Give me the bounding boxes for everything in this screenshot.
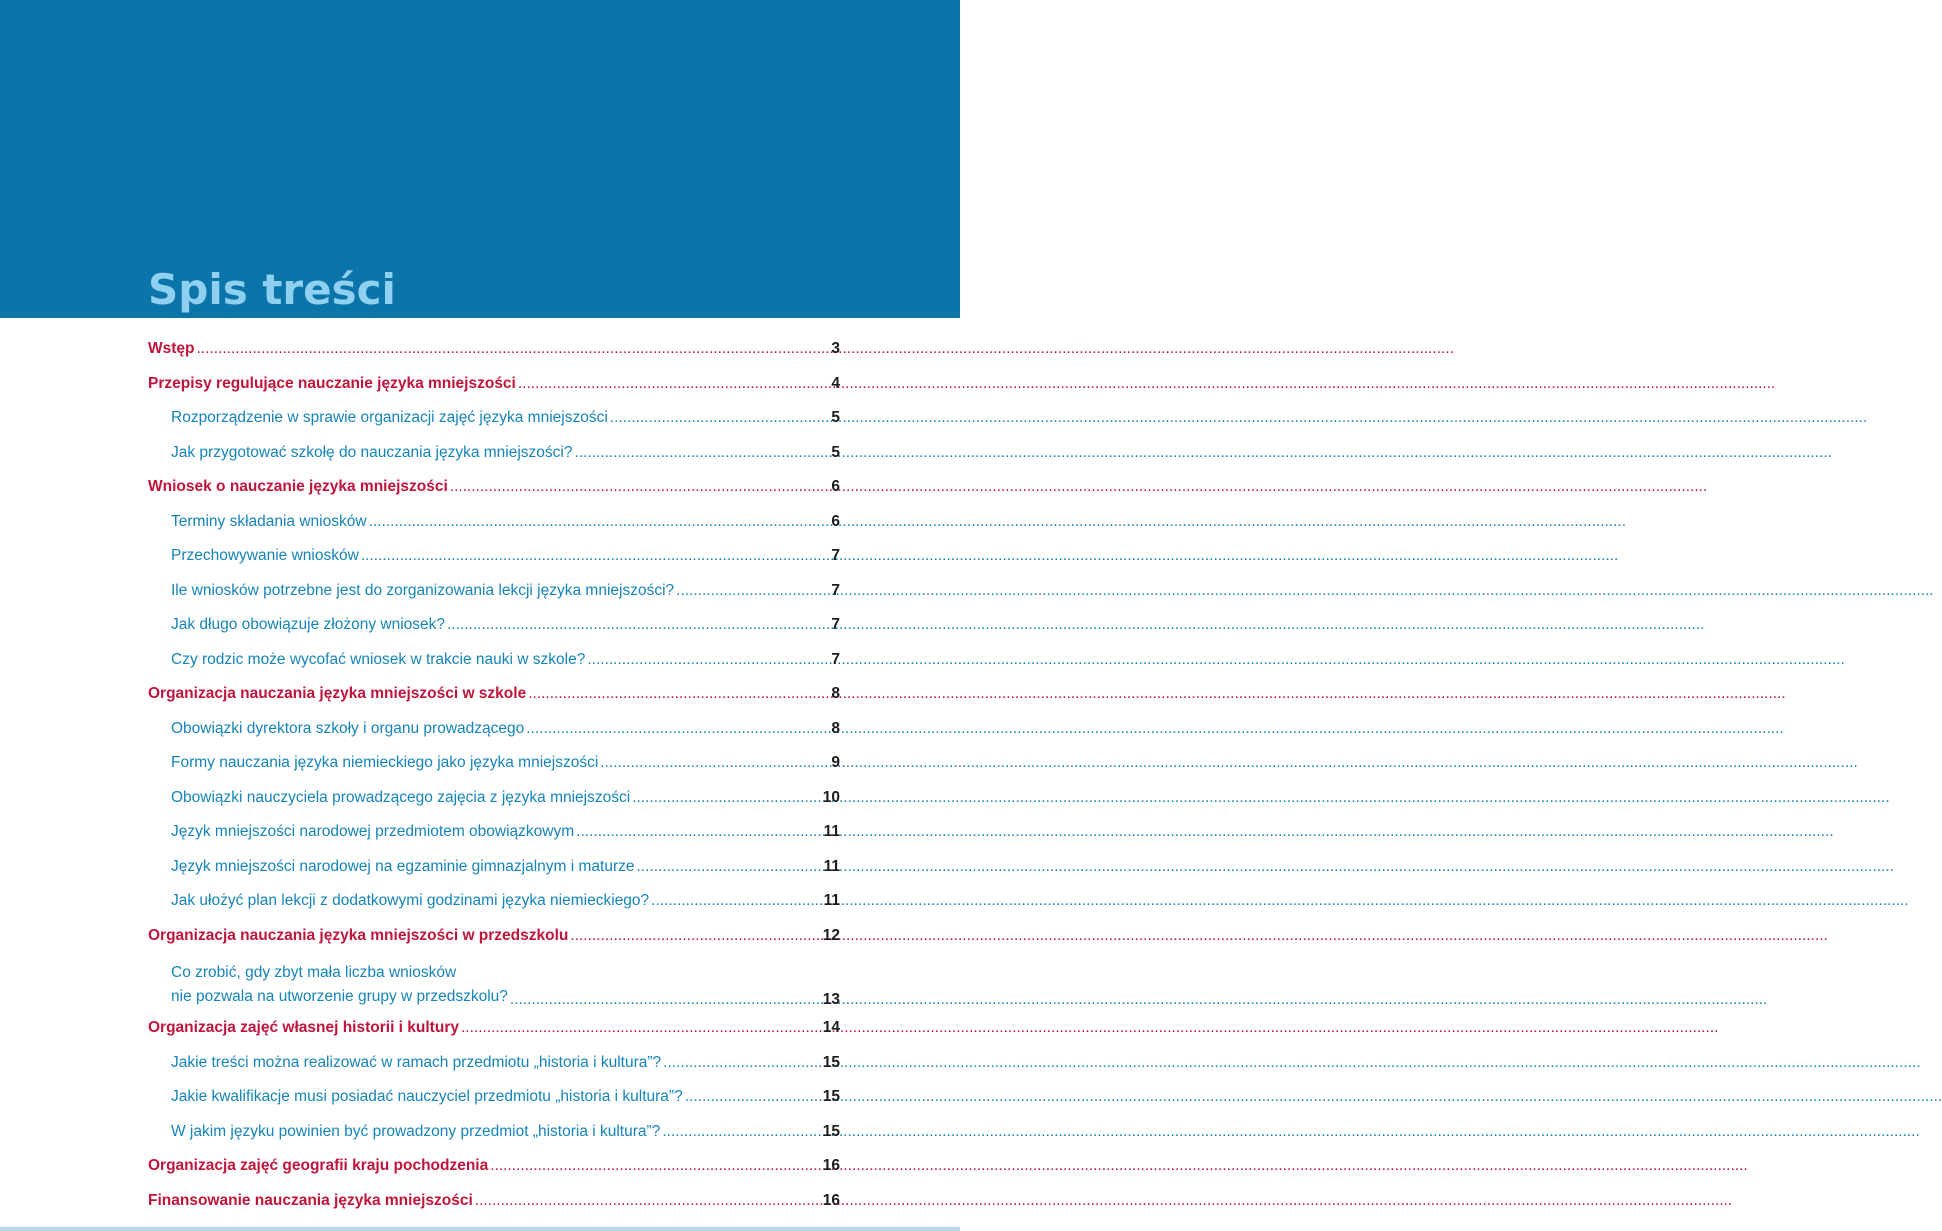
toc-entry-page-number: 6 xyxy=(831,512,840,530)
dot-leader xyxy=(450,478,828,496)
toc-entry-page-number: 5 xyxy=(831,443,840,461)
toc-entry-label: Formy nauczania języka niemieckiego jako języka mniejszości xyxy=(171,754,599,771)
toc-entry[interactable] xyxy=(148,478,840,513)
toc-entry-label: Rozporządzenie w sprawie organizacji zajęć języka mniejszości xyxy=(171,409,608,426)
toc-entry-label: Organizacja nauczania języka mniejszości w szkole xyxy=(148,685,527,702)
toc-entry-label: Wniosek o nauczanie języka mniejszości xyxy=(148,478,448,495)
toc-entry-label: Czy rodzic może wycofać wniosek w trakcie nauki w szkole? xyxy=(171,650,586,668)
bottom-rule xyxy=(0,1227,960,1231)
toc-entry-page-number: 12 xyxy=(822,926,840,944)
toc-entry[interactable] xyxy=(148,444,840,479)
toc-entry-label xyxy=(171,961,508,1009)
toc-entry-label: Wstęp xyxy=(148,340,195,357)
toc-entry-label: Ile wniosków potrzebne jest do zorganizowania lekcji języka mniejszości? xyxy=(171,581,675,599)
toc-entry-label: Przepisy regulujące nauczanie języka mniejszości xyxy=(148,374,516,392)
toc-entry-page-number: 8 xyxy=(831,719,840,737)
dot-leader xyxy=(676,582,828,600)
toc-entry-page-number: 16 xyxy=(822,1191,840,1209)
toc-entry[interactable] xyxy=(148,582,840,617)
toc-entry-label: Obowiązki dyrektora szkoły i organu prowadzącego xyxy=(171,719,525,737)
toc-entry-page-number: 11 xyxy=(823,892,840,909)
toc-entry-label: Organizacja zajęć geografii kraju pochodzenia xyxy=(148,1157,489,1174)
dot-leader xyxy=(361,547,828,565)
toc-entry-page-number: 11 xyxy=(823,857,840,875)
toc-entry[interactable] xyxy=(148,616,840,651)
toc-entry[interactable] xyxy=(148,754,840,789)
toc-entry[interactable] xyxy=(148,375,840,410)
toc-entry[interactable] xyxy=(148,858,840,893)
table-of-contents xyxy=(148,340,840,1226)
toc-entry[interactable] xyxy=(148,961,840,1019)
toc-entry-label: Jak długo obowiązuje złożony wniosek? xyxy=(171,616,445,633)
toc-entry-page-number: 14 xyxy=(822,1019,840,1036)
toc-entry[interactable] xyxy=(148,823,840,858)
toc-entry[interactable] xyxy=(148,651,840,686)
dot-leader xyxy=(663,1054,821,1072)
header-band xyxy=(0,0,960,318)
dot-leader xyxy=(632,789,821,807)
toc-entry-page-number: 9 xyxy=(831,754,840,771)
toc-entry-page-number: 7 xyxy=(831,581,840,599)
dot-leader xyxy=(447,616,828,634)
dot-leader xyxy=(636,858,821,876)
toc-entry-label-line: Co zrobić, gdy zbyt mała liczba wniosków xyxy=(171,964,457,981)
toc-entry-label: Jakie kwalifikacje musi posiadać nauczyciel przedmiotu „historia i kultura”? xyxy=(171,1088,683,1105)
dot-leader xyxy=(197,340,829,358)
dot-leader xyxy=(510,991,821,1009)
dot-leader xyxy=(528,685,828,703)
dot-leader xyxy=(461,1019,821,1037)
toc-entry-label: Obowiązki nauczyciela prowadzącego zajęcia z języka mniejszości xyxy=(171,788,631,806)
toc-entry-label: Język mniejszości narodowej na egzaminie gimnazjalnym i maturze xyxy=(171,857,635,875)
toc-entry[interactable] xyxy=(148,927,840,962)
toc-entry[interactable] xyxy=(148,720,840,755)
dot-leader xyxy=(685,1088,821,1106)
toc-entry-label: W jakim języku powinien być prowadzony przedmiot „historia i kultura”? xyxy=(171,1122,661,1140)
toc-entry[interactable] xyxy=(148,1054,840,1089)
toc-entry-label: Jakie treści można realizować w ramach przedmiotu „historia i kultura”? xyxy=(171,1053,662,1071)
toc-entry[interactable] xyxy=(148,685,840,720)
toc-entry[interactable] xyxy=(148,340,840,375)
toc-entry-label: Jak ułożyć plan lekcji z dodatkowymi godzinami języka niemieckiego? xyxy=(171,892,650,909)
toc-entry-label: Organizacja nauczania języka mniejszości w przedszkolu xyxy=(148,926,569,944)
dot-leader xyxy=(651,892,821,910)
toc-entry-page-number: 3 xyxy=(831,340,840,357)
toc-entry-page-number: 15 xyxy=(822,1088,840,1105)
dot-leader xyxy=(369,513,828,531)
toc-entry-page-number: 13 xyxy=(822,991,840,1008)
toc-entry[interactable] xyxy=(148,1088,840,1123)
toc-entry-label: Przechowywanie wniosków xyxy=(171,547,359,564)
dot-leader xyxy=(526,720,828,738)
toc-entry-page-number: 16 xyxy=(822,1157,840,1174)
page-title: Spis treści xyxy=(148,265,396,314)
toc-entry-label: Finansowanie nauczania języka mniejszości xyxy=(148,1191,473,1209)
toc-entry-label-line: nie pozwala na utworzenie grupy w przedszkolu? xyxy=(171,988,508,1005)
toc-entry[interactable] xyxy=(148,789,840,824)
dot-leader xyxy=(576,823,821,841)
dot-leader xyxy=(570,927,820,945)
dot-leader xyxy=(490,1157,821,1175)
toc-entry-page-number: 7 xyxy=(831,650,840,668)
toc-entry-page-number: 4 xyxy=(831,374,840,392)
toc-entry[interactable] xyxy=(148,513,840,548)
toc-entry[interactable] xyxy=(148,1192,840,1227)
toc-entry[interactable] xyxy=(148,1019,840,1054)
dot-leader xyxy=(610,409,828,427)
dot-leader xyxy=(518,375,828,393)
toc-entry-page-number: 8 xyxy=(831,685,840,702)
dot-leader xyxy=(600,754,828,772)
toc-entry-page-number: 7 xyxy=(831,547,840,564)
toc-entry-label: Terminy składania wniosków xyxy=(171,512,367,530)
toc-entry-page-number: 6 xyxy=(831,478,840,495)
dot-leader xyxy=(587,651,828,669)
toc-entry-page-number: 10 xyxy=(822,788,840,806)
toc-entry-label: Organizacja zajęć własnej historii i kultury xyxy=(148,1019,459,1036)
toc-entry-page-number: 11 xyxy=(823,823,840,840)
toc-entry-label: Język mniejszości narodowej przedmiotem obowiązkowym xyxy=(171,823,575,840)
toc-entry-page-number: 15 xyxy=(822,1053,840,1071)
toc-entry[interactable] xyxy=(148,892,840,927)
toc-entry[interactable] xyxy=(148,1123,840,1158)
toc-entry-page-number: 5 xyxy=(831,409,840,426)
dot-leader xyxy=(574,444,828,462)
toc-entry-page-number: 15 xyxy=(822,1122,840,1140)
toc-entry-page-number: 7 xyxy=(831,616,840,633)
toc-entry[interactable] xyxy=(148,409,840,444)
toc-entry[interactable] xyxy=(148,1157,840,1192)
dot-leader xyxy=(475,1192,821,1210)
toc-entry-label: Jak przygotować szkołę do nauczania języka mniejszości? xyxy=(171,443,573,461)
dot-leader xyxy=(662,1123,820,1141)
toc-entry[interactable] xyxy=(148,547,840,582)
